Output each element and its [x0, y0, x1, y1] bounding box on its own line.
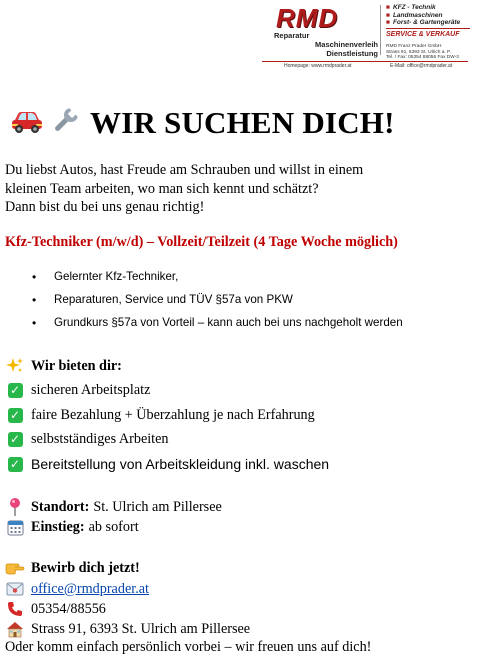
check-mark-icon: ✓: [5, 405, 25, 425]
start-label: Einstieg:: [31, 518, 85, 535]
intro-line: Dann bist du bei uns genau richtig!: [5, 199, 205, 215]
offer-item: [5, 429, 169, 449]
intro-line: Du liebst Autos, hast Freude am Schrauben und willst in einem: [5, 162, 364, 178]
phone-number: 05354/88556: [31, 600, 106, 617]
intro-line: kleinen Team arbeiten, wo man sich kennt und schätzt?: [5, 180, 319, 197]
phone-row: [5, 599, 106, 619]
category-item: ■ Forst- & Gartengeräte: [386, 19, 461, 26]
letterhead-services: [274, 31, 378, 58]
calendar-icon: [5, 517, 25, 537]
location-label: Standort:: [31, 498, 90, 515]
address-line: Strass 91, 6393 St. Ulrich a. P.: [386, 49, 451, 55]
letterhead-rule: [262, 61, 468, 62]
apply-heading: Bewirb dich jetzt!: [31, 559, 140, 576]
offer-heading-row: [5, 356, 122, 376]
offer-item-text: selbstständiges Arbeiten: [31, 430, 169, 447]
email-row: [5, 579, 149, 599]
requirement-item: • Gelernter Kfz-Techniker,: [32, 268, 403, 291]
house-icon: [5, 619, 25, 639]
telephone-icon: [5, 599, 25, 619]
check-mark-icon: ✓: [5, 429, 25, 449]
pointing-hand-icon: [5, 558, 25, 578]
address-text: Strass 91, 6393 St. Ulrich am Pillersee: [31, 620, 251, 637]
address-row: [5, 619, 250, 639]
offer-item: [5, 380, 150, 400]
requirement-item: • Grundkurs §57a von Vorteil – kann auch bei uns nachgeholt werden: [32, 314, 403, 337]
check-mark-icon: ✓: [5, 454, 25, 474]
start-row: [5, 517, 139, 537]
email-link[interactable]: office@rmdprader.at: [31, 580, 149, 597]
offer-item: [5, 454, 329, 474]
location-row: [5, 497, 222, 517]
address-line: Tel. / Fax: 05354 88056 Fax DW-3: [386, 55, 459, 60]
start-value: ab sofort: [88, 518, 139, 535]
offer-item-text: Bereitstellung von Arbeitskleidung inkl. waschen: [31, 456, 330, 472]
letterhead-address: [386, 44, 470, 61]
round-pushpin-icon: [5, 497, 25, 517]
offer-item-text: sicheren Arbeitsplatz: [31, 381, 151, 398]
letterhead-email: E-Mail: office@rmdprader.at: [390, 63, 453, 69]
offer-item: [5, 405, 315, 425]
service-sales-line: SERVICE & VERKAUF: [386, 30, 460, 38]
envelope-icon: [5, 579, 25, 599]
page-title: WIR SUCHEN DICH!: [90, 105, 395, 140]
offer-heading: Wir bieten dir:: [31, 357, 122, 374]
company-letterhead: [262, 3, 468, 69]
category-item: ■ KFZ - Technik: [386, 4, 436, 11]
service-line: Reparatur: [274, 31, 310, 40]
location-value: St. Ulrich am Pillersee: [93, 498, 222, 515]
sparkles-icon: [5, 356, 25, 376]
headline-row: [10, 103, 395, 143]
requirements-list: [32, 268, 403, 337]
requirement-item: • Reparaturen, Service und TÜV §57a von PKW: [32, 291, 403, 314]
address-line: RMD Franz Prader GmbH: [386, 44, 442, 49]
letterhead-categories: [386, 4, 470, 38]
intro-text: [5, 161, 475, 217]
check-mark-icon: ✓: [5, 380, 25, 400]
offer-item-text: faire Bezahlung + Überzahlung je nach Erfahrung: [31, 406, 315, 423]
category-rule: [386, 28, 470, 29]
apply-heading-row: [5, 558, 140, 578]
job-title: Kfz-Techniker (m/w/d) – Vollzeit/Teilzeit (4 Tage Woche möglich): [5, 234, 398, 250]
letterhead-divider: [380, 5, 381, 55]
car-icon: [10, 108, 44, 139]
wrench-icon: [50, 106, 80, 141]
closing-text: Oder komm einfach persönlich vorbei – wir freuen uns auf dich!: [5, 639, 372, 655]
service-line: Dienstleistung: [326, 49, 378, 58]
category-item: ■ Landmaschinen: [386, 11, 443, 19]
service-line: Maschinenverleih: [315, 40, 378, 49]
letterhead-homepage: Homepage: www.rmdprader.at: [284, 63, 352, 69]
rmd-logo: RMD: [276, 3, 339, 33]
